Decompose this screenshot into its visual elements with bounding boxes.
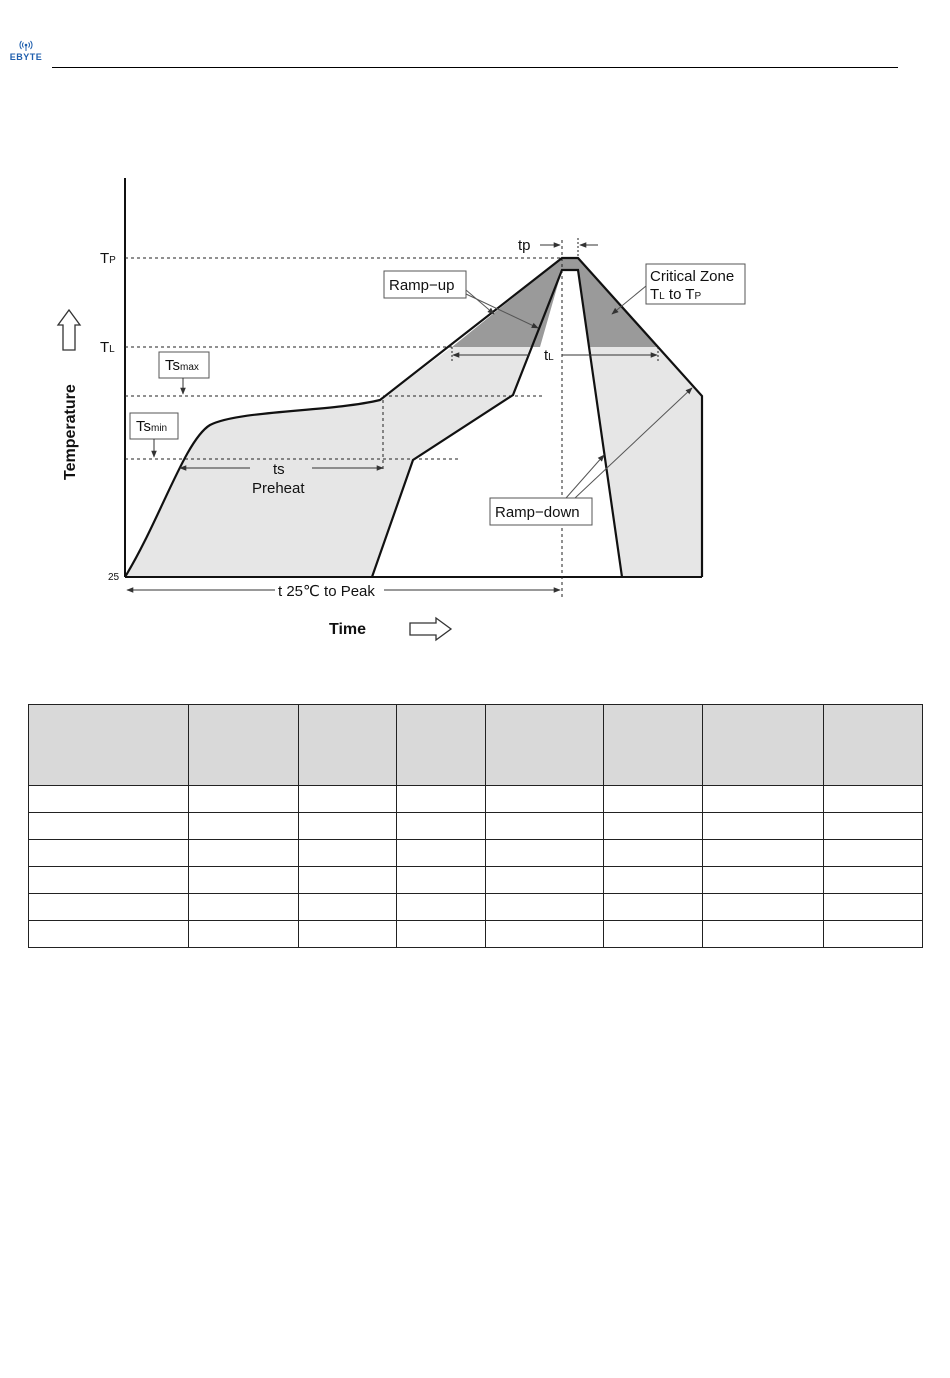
x-axis-title: Time [329,621,367,638]
table-header-cell [29,705,189,786]
critical-zone-line2: TL to TP [650,286,702,303]
table-cell [299,921,397,948]
table-cell [486,813,604,840]
table-cell [486,867,604,894]
ramp-up-pointer-1 [466,290,494,314]
table-cell [189,894,299,921]
ramp-up-label: Ramp−up [389,277,455,294]
table-cell [703,786,824,813]
tsmin-label: Tsmin [136,418,168,435]
table-row [29,840,923,867]
tl-axis-label: TL [100,339,115,356]
table-cell [189,921,299,948]
table-cell [29,867,189,894]
table-cell [29,894,189,921]
tp-axis-label: TP [100,250,116,267]
table-cell [703,840,824,867]
tl-time-label: tL [544,347,554,364]
table-cell [604,840,703,867]
tp-time-label: tp [518,237,531,254]
reflow-profile-svg [0,0,950,660]
table-header-cell [299,705,397,786]
table-cell [604,921,703,948]
y-axis-title: Temperature [62,384,79,480]
table-row [29,921,923,948]
table-cell [824,867,923,894]
table-cell [397,840,486,867]
table-cell [189,786,299,813]
table-cell [486,894,604,921]
table-header-cell [189,705,299,786]
table-cell [299,894,397,921]
tsmax-label: Tsmax [165,357,199,374]
table-cell [299,867,397,894]
critical-zone-line1: Critical Zone [650,268,735,285]
table-cell [29,813,189,840]
table-cell [29,786,189,813]
brand-name: EBYTE [9,52,43,62]
table-cell [824,894,923,921]
table-cell [824,813,923,840]
table-cell [189,840,299,867]
preheat-label: Preheat [252,480,305,497]
x-axis-arrow-icon [410,618,451,640]
table-cell [703,894,824,921]
table-cell [189,813,299,840]
table-cell [703,813,824,840]
ramp-down-label: Ramp−down [495,504,580,521]
table-cell [703,867,824,894]
table-cell [486,921,604,948]
table-cell [189,867,299,894]
table-header-row [29,705,923,786]
table-row [29,867,923,894]
y-axis-arrow-icon [58,310,80,350]
table-cell [604,867,703,894]
table-cell [29,921,189,948]
table-cell [604,786,703,813]
table-cell [486,786,604,813]
table-cell [604,894,703,921]
table-cell [824,786,923,813]
table-cell [397,921,486,948]
table-header-cell [703,705,824,786]
table-cell [397,786,486,813]
table-cell [604,813,703,840]
peak-time-label: t 25℃ to Peak [278,583,375,600]
table-header-cell [486,705,604,786]
table-cell [29,840,189,867]
table-cell [397,867,486,894]
table-cell [486,840,604,867]
reflow-profile-diagram [0,0,950,660]
origin-label: 25 [108,572,120,583]
table-header-cell [824,705,923,786]
table-cell [824,840,923,867]
table-cell [824,921,923,948]
table-cell [299,786,397,813]
table-row [29,813,923,840]
table-cell [299,813,397,840]
reflow-spec-table [28,704,923,948]
table-cell [703,921,824,948]
ts-label: ts [273,461,285,478]
table-cell [299,840,397,867]
table-header-cell [604,705,703,786]
table-cell [397,894,486,921]
table-cell [397,813,486,840]
table-header-cell [397,705,486,786]
table-row [29,894,923,921]
table-row [29,786,923,813]
